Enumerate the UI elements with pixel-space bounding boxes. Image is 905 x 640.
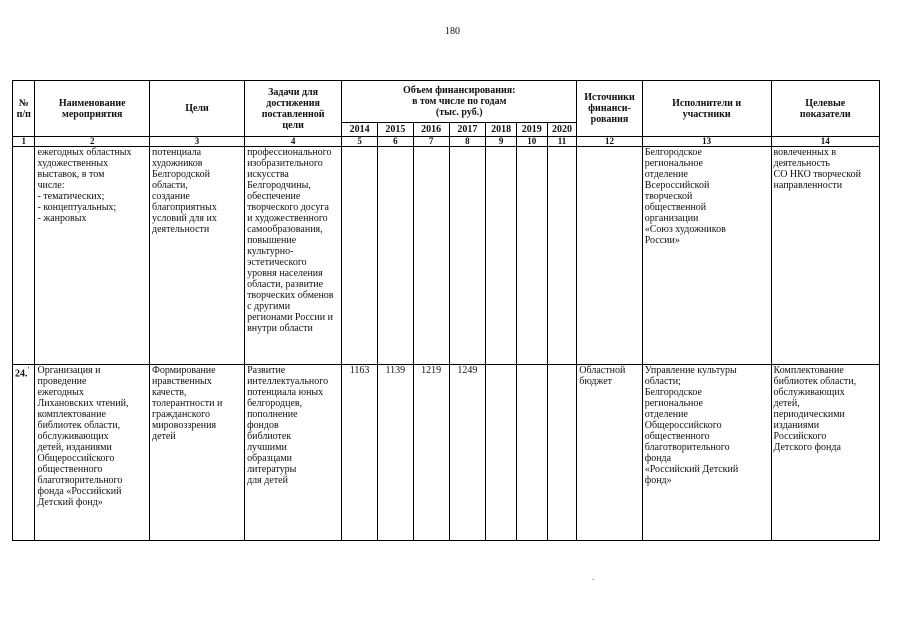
- executors-cell: Управление культуры области; Белгородское региональное отделение Общероссийского общественного благотворительного фонда «Российский Детский фонд»: [642, 365, 771, 541]
- funding-2017: [449, 147, 486, 365]
- column-number: 6: [377, 137, 413, 147]
- indicators-cell: вовлеченных в деятельность СО НКО творческой направленности: [771, 147, 879, 365]
- column-number-row: [13, 137, 880, 147]
- funding-2015: [377, 147, 413, 365]
- goals-cell: потенциала художников Белгородской области, создание благоприятных условий для их деятельности: [149, 147, 244, 365]
- table-row: [13, 147, 880, 365]
- row-number: [13, 365, 35, 541]
- column-number: 4: [245, 137, 342, 147]
- funding-2018: [486, 365, 517, 541]
- funding-2016: [413, 147, 449, 365]
- goals-cell: Формирование нравственных качеств, толерантности и гражданского мировоззрения детей: [149, 365, 244, 541]
- scan-dot: .: [592, 573, 594, 582]
- funding-2017: 1249: [449, 365, 486, 541]
- funding-2014: 1163: [342, 365, 378, 541]
- activity-name: ежегодных областных художественных выставок, в том числе: - тематических; - концептуальных; - жанровых: [35, 147, 150, 365]
- funding-2019: [516, 147, 547, 365]
- header-funding: Объем финансирования: в том числе по годам (тыс. руб.): [342, 81, 577, 123]
- column-number: 2: [35, 137, 150, 147]
- header-indicators: Целевые показатели: [771, 81, 879, 137]
- header-goals: Цели: [149, 81, 244, 137]
- column-number: 9: [486, 137, 517, 147]
- year-2016: 2016: [413, 123, 449, 137]
- column-number: 12: [577, 137, 642, 147]
- year-2018: 2018: [486, 123, 517, 137]
- column-number: 1: [13, 137, 35, 147]
- column-number: 13: [642, 137, 771, 147]
- funding-2015: 1139: [377, 365, 413, 541]
- column-number: 10: [516, 137, 547, 147]
- header-executors: Исполнители и участники: [642, 81, 771, 137]
- header-row-top: [13, 81, 880, 123]
- funding-2020: [547, 147, 577, 365]
- funding-2018: [486, 147, 517, 365]
- indicators-cell: Комплектование библиотек области, обслуживающих детей, периодическими изданиями Российского Детского фонда: [771, 365, 879, 541]
- funding-2014: [342, 147, 378, 365]
- activity-name: Организация и проведение ежегодных Лихановских чтений, комплектование библиотек области, обслуживающих детей, изданиями Общероссийского общественного благотворительного фонда «Российский Детский фонд»: [35, 365, 150, 541]
- funding-2020: [547, 365, 577, 541]
- row-number-text: 24.: [15, 368, 28, 380]
- program-table: [12, 80, 880, 541]
- year-2020: 2020: [547, 123, 577, 137]
- column-number: 5: [342, 137, 378, 147]
- executors-cell: Белгородское региональное отделение Всероссийской творческой общественной организации «Союз художников России»: [642, 147, 771, 365]
- sources-cell: Областной бюджет: [577, 365, 642, 541]
- funding-2016: 1219: [413, 365, 449, 541]
- column-number: 8: [449, 137, 486, 147]
- tasks-cell: Развитие интеллектуального потенциала юных белгородцев, пополнение фондов библиотек лучшими образцами литературы для детей: [245, 365, 342, 541]
- tasks-cell: профессионального изобразительного искусства Белгородчины, обеспечение творческого досуга и художественного самообразования, повышение культурно- эстетического уровня населения области, развитие творческих обменов с другими регионами России и внутри области: [245, 147, 342, 365]
- header-tasks: Задачи для достижения поставленной цели: [245, 81, 342, 137]
- column-number: 11: [547, 137, 577, 147]
- tick-mark: ': [27, 366, 30, 374]
- funding-2019: [516, 365, 547, 541]
- column-number: 14: [771, 137, 879, 147]
- header-num: № п/п: [13, 81, 35, 137]
- year-2019: 2019: [516, 123, 547, 137]
- row-number: [13, 147, 35, 365]
- table-row: [13, 365, 880, 541]
- sources-cell: [577, 147, 642, 365]
- column-number: 7: [413, 137, 449, 147]
- header-sources: Источники финанси- рования: [577, 81, 642, 137]
- year-2017: 2017: [449, 123, 486, 137]
- year-2014: 2014: [342, 123, 378, 137]
- page-number: 180: [445, 26, 460, 37]
- header-name: Наименование мероприятия: [35, 81, 150, 137]
- column-number: 3: [149, 137, 244, 147]
- year-2015: 2015: [377, 123, 413, 137]
